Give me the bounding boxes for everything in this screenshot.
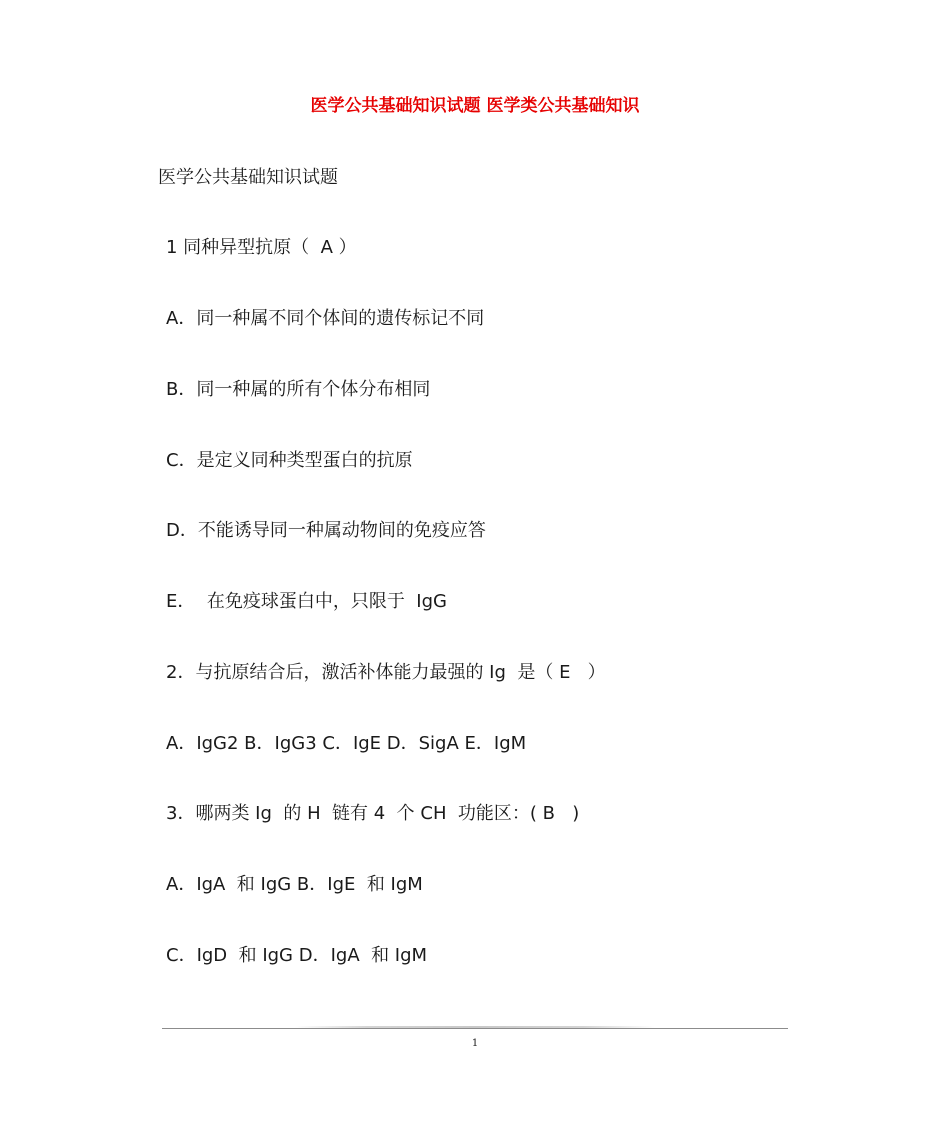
- question-3: 3．哪两类 Ig 的 H 链有 4 个 CH 功能区：( B ): [166, 803, 580, 824]
- question-1-option-c: C．是定义同种类型蛋白的抗原: [166, 450, 413, 471]
- question-1: 1 同种异型抗原（ A ）: [166, 237, 357, 258]
- question-1-option-a: A．同一种属不同个体间的遗传标记不同: [166, 308, 485, 329]
- footer-rule: [162, 1028, 788, 1029]
- document-title: 医学公共基础知识试题 医学类公共基础知识: [310, 96, 640, 116]
- question-1-option-b: B．同一种属的所有个体分布相同: [166, 379, 431, 400]
- page-number: 1: [471, 1038, 479, 1049]
- question-1-option-e: E． 在免疫球蛋白中，只限于 IgG: [166, 591, 447, 612]
- question-2: 2．与抗原结合后，激活补体能力最强的 Ig 是（ E ）: [166, 662, 606, 683]
- question-3-options-ab: A．IgA 和 IgG B．IgE 和 IgM: [166, 874, 423, 895]
- question-2-options: A．IgG2 B．IgG3 C．IgE D．SigA E．IgM: [166, 733, 527, 754]
- question-3-options-cd: C．IgD 和 IgG D．IgA 和 IgM: [166, 945, 428, 966]
- question-1-option-d: D．不能诱导同一种属动物间的免疫应答: [166, 520, 486, 541]
- section-heading: 医学公共基础知识试题: [158, 167, 338, 188]
